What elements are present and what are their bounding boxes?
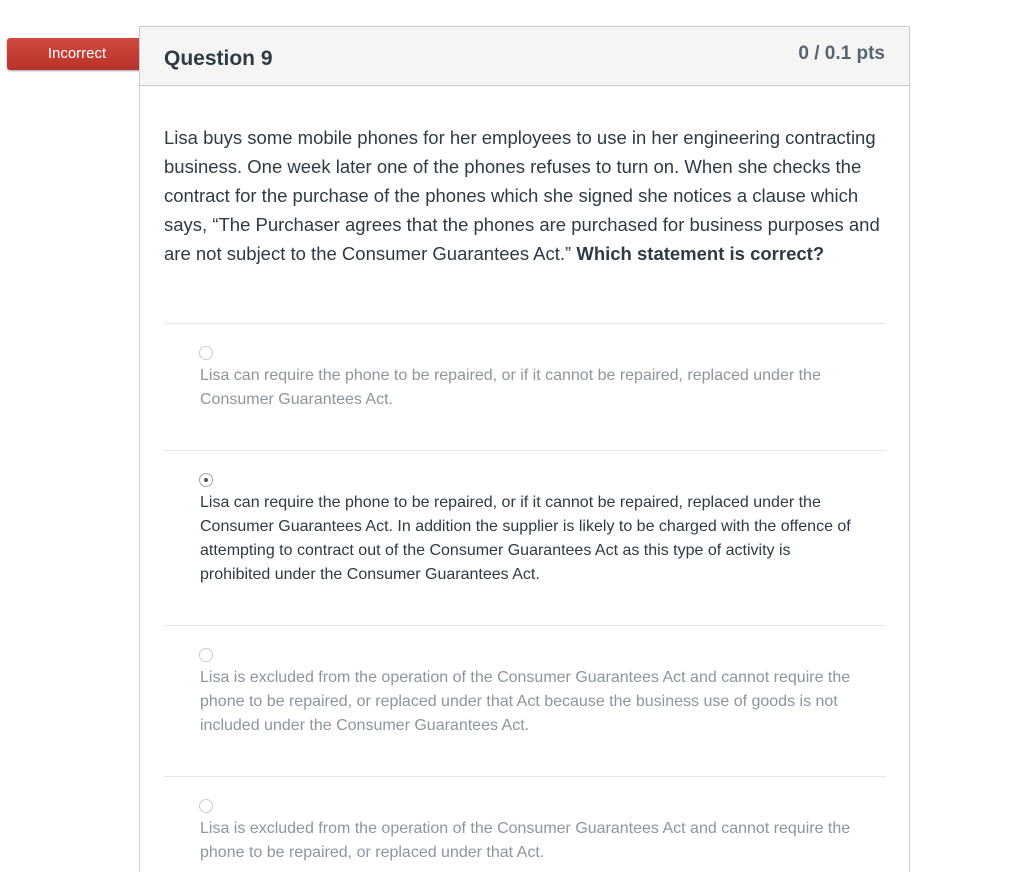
answer-option[interactable] [164, 323, 886, 450]
question-card [139, 26, 910, 872]
question-prompt: Which statement is correct? [576, 243, 825, 264]
radio-button-selected[interactable] [199, 473, 213, 487]
question-text [164, 123, 886, 268]
answer-option[interactable] [164, 776, 886, 872]
answer-text: Lisa can require the phone to be repaired, or if it cannot be repaired, replaced under the Consumer Guarantees Act. In addition the supplier is likely to be charged with the offence of attempting to contract out of the Consumer Guarantees Act as this type of activity is prohibited under the Consumer Guarantees Act. [200, 494, 851, 583]
answer-text: Lisa can require the phone to be repaired, or if it cannot be repaired, replaced under the Consumer Guarantees Act. [200, 367, 821, 408]
answer-text: Lisa is excluded from the operation of the Consumer Guarantees Act and cannot require the phone to be repaired, or replaced under that Act. [200, 820, 851, 861]
question-header [140, 27, 909, 86]
radio-button[interactable] [199, 346, 213, 360]
radio-button[interactable] [199, 648, 213, 662]
incorrect-label: Incorrect [47, 45, 107, 62]
question-body: Lisa buys some mobile phones for her employees to use in her engineering contracting business. One week later one of the phones refuses to turn on. When she checks the contract for the purchase of the phones which she signed she notices a clause which says, “The Purchaser agrees that the phones are purchased for business purposes and are not subject to the Consumer Guarantees Act.” [164, 127, 880, 264]
answer-text: Lisa is excluded from the operation of the Consumer Guarantees Act and cannot require the phone to be repaired, or replaced under that Act because the business use of goods is not included under the Consumer Guarantees Act. [200, 669, 851, 734]
answer-list [164, 323, 886, 872]
answer-option-selected[interactable] [164, 450, 886, 625]
answer-option[interactable] [164, 625, 886, 776]
radio-button[interactable] [199, 799, 213, 813]
question-title: Question 9 [164, 47, 273, 70]
question-points: 0 / 0.1 pts [798, 43, 885, 64]
incorrect-flag [7, 38, 147, 70]
